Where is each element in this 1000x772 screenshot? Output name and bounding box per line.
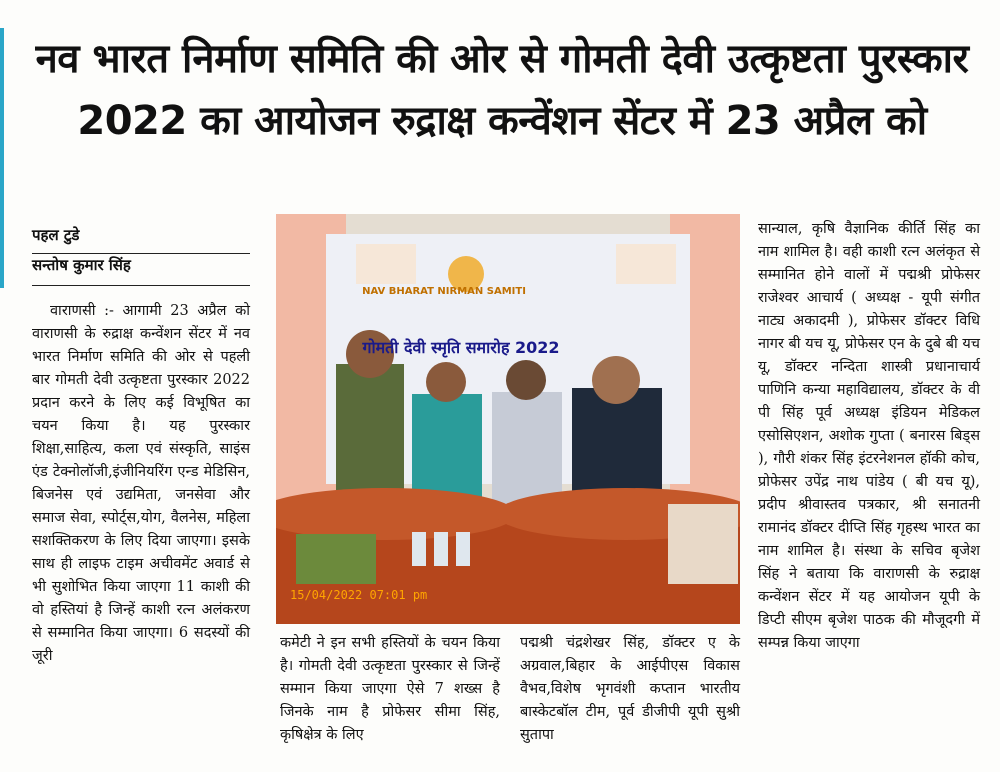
banner-event-title: गोमती देवी स्मृति समारोह 2022 (362, 338, 560, 357)
person-4 (572, 388, 662, 504)
photo-timestamp: 15/04/2022 07:01 pm (290, 588, 428, 602)
column-3-text: पद्मश्री चंद्रशेखर सिंह, डॉक्टर ए के अग्रवाल,बिहार के आईपीएस विकास वैभव,विशेष भृगवंशी कप्तान भारतीय बास्केटबॉल टीम, पूर्व डीजीपी यूपी सुश्री सुतापा (520, 635, 740, 743)
column-1-text: वाराणसी :- आगामी 23 अप्रैल को वाराणसी के रुद्राक्ष कन्वेंशन सेंटर में नव भारत निर्माण समिति की ओर से पहली बार गोमती देवी उत्कृष्टता पुरस्कार 2022 प्रदान करने के लिए कई विभूषित का चयन किया है। यह पुरस्कार शिक्षा,साहित्य, कला एवं संस्कृति, साइंस एंड टेक्नोलॉजी,इंजीनियरिंग एन्ड मेडिसिन, बिजनेस एवं उद्यमिता, जनसेवा और समाज सेवा, स्पोर्ट्स,योग, वैलनेस, महिला सशक्तिकरण के लिए दिया जाएगा। इसके साथ ही लाइफ टाइम अचीवमेंट अवार्ड से भी सुशोभित किया जाएगा 11 काशी की वो हस्तियां है जिन्हें काशी रत्न अलंकरण से सम्मानित किया जाएगा। 6 सदस्यों की जूरी (32, 303, 250, 664)
flower-arrangement-left (296, 534, 376, 584)
article-column-1 (32, 222, 250, 668)
headline (22, 28, 982, 152)
left-accent-rule (0, 28, 4, 288)
person-1 (336, 364, 404, 494)
article-column-2 (280, 632, 500, 747)
article-column-4 (758, 218, 980, 655)
column-2-text: कमेटी ने इन सभी हस्तियों के चयन किया है। गोमती देवी उत्कृष्टता पुरस्कार से जिन्हें सम्मान किया जाएगा ऐसे 7 शख्स है जिनके नाम है प्रोफेसर सीमा सिंह, कृषिक्षेत्र के लिए (280, 635, 500, 743)
banner-org-name: NAV BHARAT NIRMAN SAMITI (362, 286, 526, 297)
event-photo-illustration (276, 214, 740, 624)
headline-line-1: नव भारत निर्माण समिति की ओर से गोमती देवी उत्कृष्टता पुरस्कार (35, 36, 969, 82)
column-4-text: सान्याल, कृषि वैज्ञानिक कीर्ति सिंह का नाम शामिल है। वही काशी रत्न अलंकृत से सम्मानित होने वालों में पद्मश्री प्रोफेसर राजेश्वर आचार्य ( अध्यक्ष - यूपी संगीत नाट्य अकादमी ), प्रोफेसर डॉक्टर विधि नागर बी यच यू, प्रोफेसर एन के दुबे बी यच यू, डॉक्टर नन्दिता शास्त्री प्रधानाचार्य पाणिनि कन्या महाविद्यालय, डॉक्टर के वी पी सिंह पूर्व अध्यक्ष इंडियन मेडिकल एसोसिएशन, अशोक गुप्ता ( बनारस बिड्स ), गौरी शंकर सिंह इंटरनेशनल हॉकी कोच, प्रोफेसर उपेंद्र नाथ पांडेय ( बी यच यू), प्रदीप श्रीवास्तव पत्रकार, श्री सनातनी रामानंद डॉक्टर दीप्ति सिंह गृहस्थ भारत का नाम शामिल है। संस्था के सचिव बृजेश सिंह ने बताया कि वाराणसी के रुद्राक्ष कन्वेंशन सेंटर में यह आयोजन यूपी के डिप्टी सीएम बृजेश पाठक की मौजूदगी में सम्पन्न किया जाएगा (758, 221, 980, 651)
person-3 (492, 392, 562, 504)
headline-line-2: 2022 का आयोजन रुद्राक्ष कन्वेंशन सेंटर में 23 अप्रैल को (77, 98, 927, 144)
person-2 (412, 394, 482, 504)
event-photo (276, 214, 740, 624)
dateline: पहल टुडे (32, 222, 250, 254)
article-column-3 (520, 632, 740, 747)
flower-arrangement-right (668, 504, 738, 584)
byline: सन्तोष कुमार सिंह (32, 254, 250, 286)
